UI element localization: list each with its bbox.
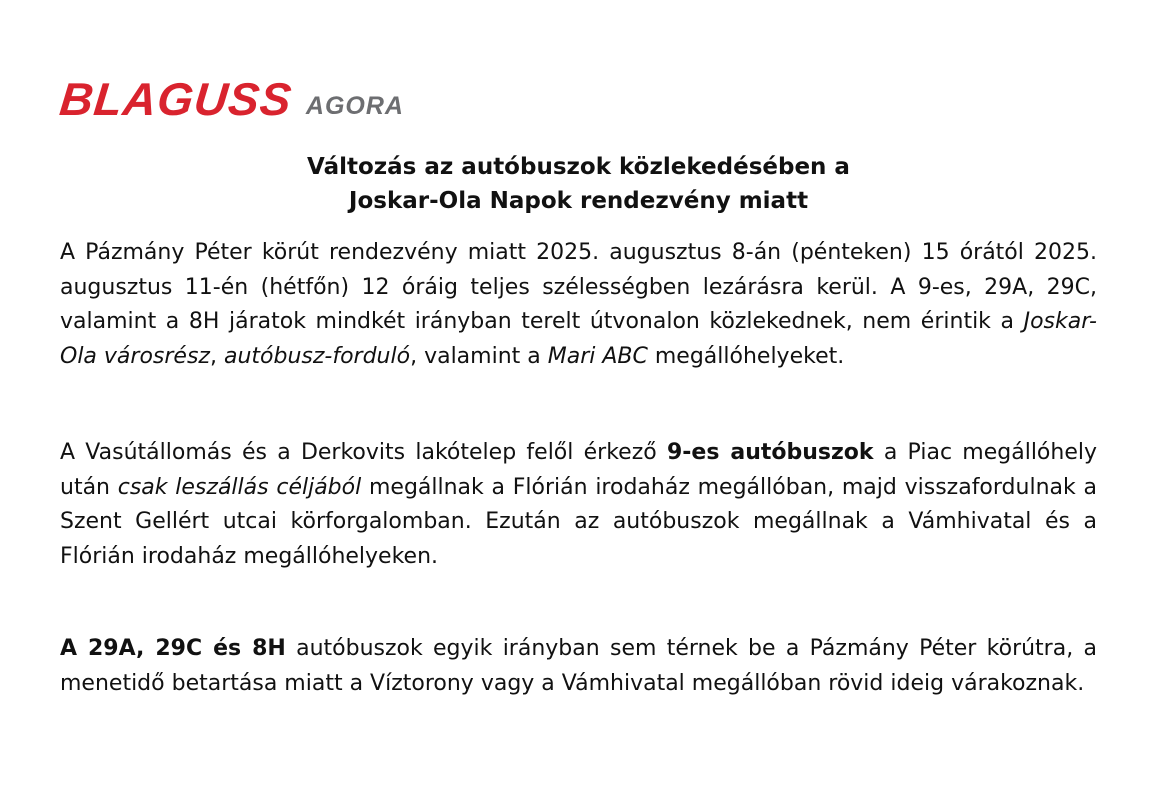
- p2-bold-route: 9-es autóbuszok: [666, 440, 874, 465]
- paragraph-closure: [60, 236, 1097, 374]
- p1-italic-stop-1: Joskar-Ola városrész: [60, 309, 1097, 369]
- p1-text-4: megállóhelyeket.: [647, 343, 845, 369]
- p3-bold-routes: A 29A, 29C és 8H: [60, 636, 286, 661]
- p1-text-2: ,: [209, 343, 224, 369]
- logo-subbrand: AGORA: [305, 92, 404, 120]
- p1-text-1: A Pázmány Péter körút rendezvény miatt 2025. augusztus 8-án (pénteken) 15 órától 2025. augusztus 11-én (hétfőn) 12 óráig teljes szélességben lezárásra kerül. A 9-es, 29A, 29C, valamint a 8H járatok mindkét irányban terelt útvonalon közlekednek, nem érintik a: [60, 240, 1097, 334]
- p1-italic-stop-2: autóbusz-forduló: [223, 343, 411, 369]
- paragraph-routes-29-8h: [60, 632, 1097, 701]
- title-line-2: Joskar-Ola Napok rendezvény miatt: [348, 188, 809, 214]
- title-line-1: Változás az autóbuszok közlekedésében a: [307, 154, 850, 180]
- p2-italic-note: csak leszállás céljából: [117, 474, 362, 500]
- p3-text-1: autóbuszok egyik irányban sem térnek be a Pázmány Péter körútra, a menetidő betartása miatt a Víztorony vagy a Vámhivatal megállóban rövid ideig várakoznak.: [60, 636, 1097, 696]
- company-logo: [57, 72, 404, 125]
- paragraph-route-9: [60, 436, 1097, 574]
- p1-text-3: , valamint a: [410, 343, 548, 369]
- notice-title: [60, 150, 1097, 218]
- logo-wordmark: BLAGUSS: [57, 73, 295, 125]
- p2-text-3: megállnak a Flórián irodaház megállóban, majd visszafordulnak a Szent Gellért utcai körforgalomban. Ezután az autóbuszok megállnak a Vámhivatal és a Flórián irodaház megállóhelyeken.: [60, 474, 1097, 569]
- p2-text-1: A Vasútállomás és a Derkovits lakótelep felől érkező: [60, 440, 667, 465]
- p1-italic-stop-3: Mari ABC: [547, 343, 648, 369]
- p2-text-2: a Piac megállóhely után: [60, 440, 1097, 500]
